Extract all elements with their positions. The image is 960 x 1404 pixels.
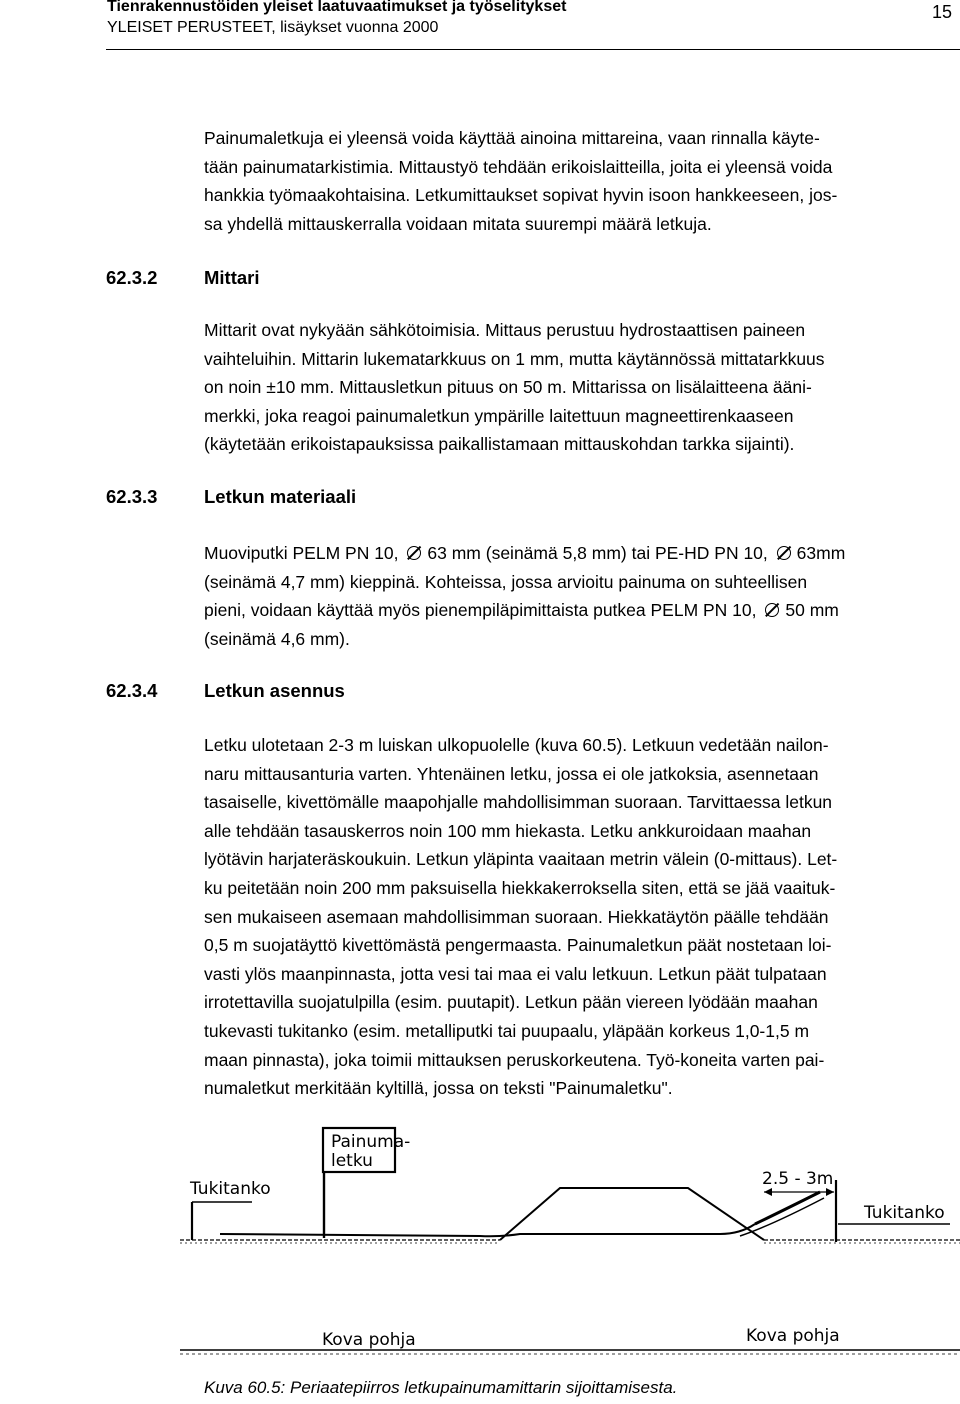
paragraph-line: maan pinnasta), joka toimii mittauksen peruskorkeutena. Työ-koneita varten pai- [204,1049,825,1070]
paragraph-line: vaihteluihin. Mittarin lukematarkkuus on 1 mm, mutta käytännössä mittatarkkuus [204,348,825,369]
paragraph-line: merkki, joka reagoi painumaletkun ympärille laitettuun magneettirenkaaseen [204,405,794,426]
diameter-icon [775,546,793,560]
paragraph-line: (seinämä 4,6 mm). [204,628,350,649]
settlement-hose [220,1224,755,1236]
sign-text-line1: Painuma- [331,1132,411,1152]
diameter-icon [763,603,781,617]
paragraph-line: naru mittausanturia varten. Yhtenäinen letku, jossa ei ole jatkoksia, asennetaan [204,763,819,784]
document-title: Tienrakennustöiden yleiset laatuvaatimukset ja työselitykset [107,0,567,15]
section-title: Letkun materiaali [204,486,357,507]
dimension-arrow-right [826,1188,834,1196]
section-number: 62.3.2 [106,267,158,288]
right-post-label: Tukitanko [864,1203,945,1223]
paragraph-line: on noin ±10 mm. Mittausletkun pituus on 50 m. Mittarissa on lisälaitteena ääni- [204,377,812,398]
intro-line: Painumaletkuja ei yleensä voida käyttää ainoina mittareina, vaan rinnalla käyte- [204,128,820,148]
diameter-icon [405,546,423,560]
installation-diagram [180,1122,960,1372]
paragraph-line: Letku ulotetaan 2-3 m luiskan ulkopuolelle (kuva 60.5). Letkuun vedetään nailon- [204,735,829,755]
section-paragraph [204,316,960,459]
page-header [0,0,960,50]
section-paragraph [204,731,960,1103]
hard-bottom-label-left: Kova pohja [322,1330,416,1350]
paragraph-line: tasaiselle, kivettömälle maapohjalle mahdollisimman suoraan. Tarvittaessa letkun [204,792,833,813]
paragraph-line: ku peitetään noin 200 mm paksuisella hiekkakerroksella siten, että se jää vaaituk- [204,877,836,898]
section-number: 62.3.3 [106,486,158,507]
paragraph-line: irrotettavilla suojatulpilla (esim. puutapit). Letkun pään viereen lyödään maahan [204,992,818,1013]
intro-line: sa yhdellä mittauskerralla voidaan mitata suurempi määrä letkuja. [204,213,712,234]
section-title: Letkun asennus [204,680,345,701]
hose-riser-outline [740,1198,824,1236]
dimension-arrow-left [764,1188,772,1196]
sign-text-line2: letku [331,1151,373,1171]
paragraph-line: tukevasti tukitanko (esim. metalliputki tai puupaalu, yläpään korkeus 1,0-1,5 m [204,1020,810,1041]
paragraph-line: Mittarit ovat nykyään sähkötoimisia. Mittaus perustuu hydrostaattisen paineen [204,320,806,340]
paragraph-line: numaletkut merkitään kyltillä, jossa on teksti "Painumaletku". [204,1078,673,1099]
intro-line: hankkia työmaakohtaisina. Letkumittaukset sopivat hyvin isoon hankkeeseen, jos- [204,185,838,206]
paragraph-line: alle tehdään tasauskerros noin 100 mm hiekasta. Letku ankkuroidaan maahan [204,820,812,841]
dimension-label: 2.5 - 3m [762,1169,834,1189]
intro-line: tään painumatarkistimia. Mittaustyö tehdään erikoislaitteilla, joita ei yleensä voida [204,156,833,177]
hose-riser [755,1192,820,1224]
paragraph-line: (seinämä 4,7 mm) kieppinä. Kohteissa, jossa arvioitu painuma on suhteellisen [204,571,808,592]
paragraph-line: (käytetään erikoistapauksissa paikallistamaan mittauskohdan tarkka sijainti). [204,434,795,455]
hard-bottom-label-right: Kova pohja [746,1326,840,1346]
header-divider [106,49,960,50]
page-number: 15 [931,2,952,22]
paragraph-line: Muoviputki PELM PN 10, 63 mm (seinämä 5,8 mm) tai PE-HD PN 10, 63mm [204,543,846,563]
section-number: 62.3.4 [106,680,158,701]
paragraph-line: pieni, voidaan käyttää myös pienempiläpimittaista putkea PELM PN 10, 50 mm [204,600,839,621]
paragraph-line: 0,5 m suojatäyttö kivettömästä pengermaasta. Painumaletkun päät nostetaan loi- [204,935,832,956]
document-subtitle: YLEISET PERUSTEET, lisäykset vuonna 2000 [107,19,439,36]
left-post-label: Tukitanko [190,1179,271,1199]
embankment-outline [500,1188,764,1240]
paragraph-line: lyötävin harjateräskoukuin. Letkun yläpinta vaaitaan metrin välein (0-mittaus). Let- [204,849,838,870]
diagram-svg [180,1122,960,1372]
section-title: Mittari [204,267,260,288]
figure-caption: Kuva 60.5: Periaatepiirros letkupainumamittarin sijoittamisesta. [204,1378,678,1397]
paragraph-line: sen mukaiseen asemaan mahdollisimman suoraan. Hiekkatäytön päälle tehdään [204,906,829,927]
paragraph-line: vasti ylös maanpinnasta, jotta vesi tai maa ei valu letkuun. Letkun päät tulpataan [204,963,827,984]
intro-paragraph [204,124,960,238]
section-paragraph [204,539,960,653]
